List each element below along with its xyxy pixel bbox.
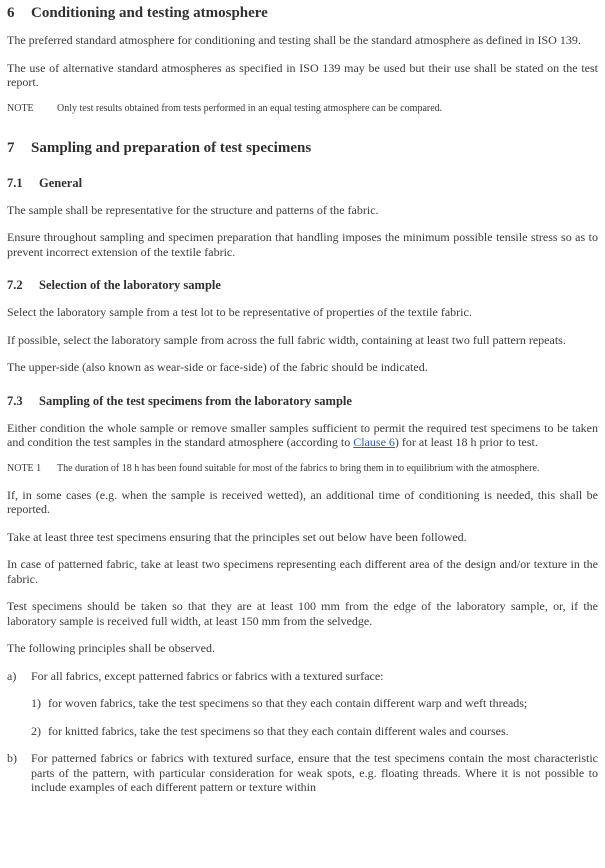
paragraph: If possible, select the laboratory sample from across the full fabric width, containing at least two full pattern repeats.: [7, 332, 566, 347]
list-item-text: For all fabrics, except patterned fabrics or fabrics with a textured surface:: [31, 668, 384, 683]
paragraph: The following principles shall be observed.: [7, 641, 215, 655]
subclause-7-1-heading: [7, 177, 598, 190]
paragraph: If, in some cases (e.g. when the sample is received wetted), an additional time of conditioning is needed, this shall be reported.: [7, 487, 598, 516]
paragraph: Ensure throughout sampling and specimen preparation that handling imposes the minimum possible tensile stress so as to prevent incorrect extension of the textile fabric.: [7, 230, 598, 259]
paragraph: The use of alternative standard atmospheres as specified in ISO 139 may be used but their use shall be stated on the test report.: [7, 60, 598, 89]
list-item-a: [7, 669, 598, 684]
paragraph-text: ) for at least 18 h prior to test.: [394, 435, 538, 449]
paragraph: In case of patterned fabric, take at least two specimens representing each different area of the design and/or texture in the fabric.: [7, 557, 598, 586]
subclause-7-2-heading: [7, 279, 598, 292]
note: [7, 103, 598, 115]
note-text: Only test results obtained from tests performed in an equal testing atmosphere can be compared.: [57, 102, 443, 114]
subclause-number: 7.2: [7, 278, 23, 292]
subclause-7-3-heading: [7, 395, 598, 408]
subclause-title: General: [39, 175, 83, 190]
subclause-number: 7.3: [7, 393, 23, 408]
list-item-a2: [31, 724, 598, 739]
clause-6-link[interactable]: Clause 6: [353, 435, 395, 449]
note-text: The duration of 18 h has been found suitable for most of the fabrics to bring them in to equilibrium with the atmosphere.: [57, 462, 540, 474]
clause-number: 6: [7, 5, 15, 21]
paragraph: The sample shall be representative for the structure and patterns of the fabric.: [7, 202, 379, 217]
list-marker: b): [7, 751, 17, 765]
list-item-text: for woven fabrics, take the test specimens so that they each contain different warp and weft threads;: [48, 696, 528, 710]
subclause-title: Selection of the laboratory sample: [39, 278, 221, 292]
paragraph: Take at least three test specimens ensuring that the principles set out below have been followed.: [7, 529, 467, 544]
list-item-text: For patterned fabrics or fabrics with textured surface, ensure that the test specimens contain the most characteristic parts of the pattern, with particular consideration for weak spots, e.g. floating threads. Where it is not possible to include examples of each different pattern or texture within: [31, 751, 598, 794]
clause-6-heading: [7, 4, 598, 22]
subclause-number: 7.1: [7, 175, 23, 190]
list-marker: 2): [31, 723, 41, 738]
paragraph-with-link: [7, 421, 598, 450]
note-label: NOTE: [7, 102, 34, 114]
paragraph: The upper-side (also known as wear-side or face-side) of the fabric should be indicated.: [7, 360, 428, 374]
paragraph: Test specimens should be taken so that they are at least 100 mm from the edge of the laboratory sample, or, if the laboratory sample is received full width, at least 150 mm from the selvedge.: [7, 599, 598, 628]
list-marker: 1): [31, 696, 41, 710]
list-item-text: for knitted fabrics, take the test specimens so that they each contain different wales and courses.: [48, 723, 509, 738]
paragraph-text: Either condition the whole sample or remove smaller samples sufficient to permit the required test specimens to be taken and condition the test samples in the standard atmosphere (according to: [7, 420, 598, 449]
list-marker: a): [7, 668, 17, 683]
paragraph: Select the laboratory sample from a test lot to be representative of properties of the textile fabric.: [7, 305, 472, 319]
subclause-title: Sampling of the test specimens from the laboratory sample: [39, 393, 352, 408]
clause-7-heading: [7, 139, 598, 157]
clause-title: Conditioning and testing atmosphere: [31, 5, 268, 21]
list-item-b: [7, 751, 598, 795]
list-item-a1: [31, 696, 598, 711]
note-label: NOTE 1: [7, 462, 42, 474]
paragraph: The preferred standard atmosphere for conditioning and testing shall be the standard atmosphere as defined in ISO 139.: [7, 33, 581, 47]
note-1: [7, 463, 598, 475]
clause-number: 7: [7, 139, 15, 156]
clause-title: Sampling and preparation of test specimens: [31, 139, 312, 156]
